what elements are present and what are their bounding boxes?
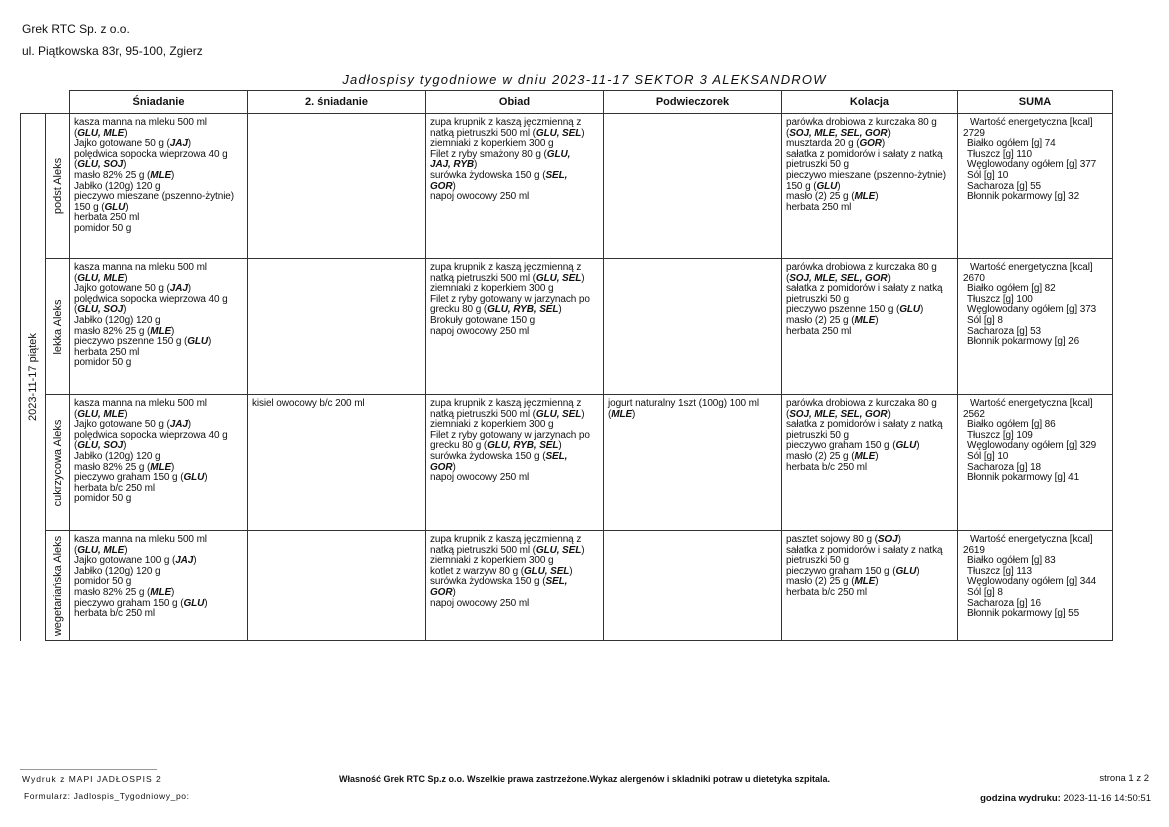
suma-energy-value: 2619 — [963, 544, 985, 556]
menu-line: ziemniaki z koperkiem 300 g — [430, 419, 554, 431]
suma-energy-label: Wartość energetyczna [kcal] — [970, 398, 1093, 409]
suma-fiber: Błonnik pokarmowy [g] 41 — [967, 472, 1080, 484]
menu-line: zupa krupnik z kaszą jęczmienną z — [430, 398, 582, 409]
menu-line: pasztet sojowy 80 g (SOJ) — [786, 534, 901, 545]
menu-line: pieczywo graham 150 g (GLU) — [786, 440, 920, 452]
drugie-sniadanie-cell — [248, 114, 426, 259]
menu-line: pieczywo graham 150 g (GLU) — [74, 597, 208, 609]
suma-sucrose: Sacharoza [g] 16 — [967, 597, 1042, 609]
podwieczorek-cell — [604, 114, 782, 259]
menu-line: masło 82% 25 g (MLE) — [74, 461, 175, 473]
menu-line: Jajko gotowane 100 g (JAJ) — [74, 555, 197, 567]
menu-line: pietruszki 50 g — [786, 159, 849, 171]
column-header-kolacja: Kolacja — [782, 91, 958, 114]
header-spacer — [46, 91, 70, 114]
menu-line: (GLU, MLE) — [74, 408, 128, 420]
menu-line: Brokuły gotowane 150 g — [430, 314, 536, 326]
menu-line: sałatka z pomidorów i sałaty z natką — [786, 283, 943, 295]
table-header-row — [21, 91, 1113, 114]
table-row — [21, 259, 1113, 395]
menu-line: Jabłko (120g) 120 g — [74, 180, 161, 192]
suma-carbs: Węglowodany ogółem [g] 377 — [967, 159, 1097, 171]
menu-line: (GLU, MLE) — [74, 272, 128, 284]
menu-line: herbata 250 ml — [74, 346, 140, 358]
suma-protein: Białko ogółem [g] 82 — [967, 283, 1056, 295]
menu-line: masło 82% 25 g (MLE) — [74, 169, 175, 181]
menu-line: pomidor 50 g — [74, 493, 132, 505]
menu-line: Filet z ryby smażony 80 g (GLU, — [430, 148, 571, 160]
drugie-sniadanie-cell — [248, 531, 426, 641]
menu-line: herbata 250 ml — [786, 201, 852, 213]
menu-line: natką pietruszki 500 ml (GLU, SEL) — [430, 127, 585, 139]
menu-line: natką pietruszki 500 ml (GLU, SEL) — [430, 408, 585, 420]
diet-cell — [46, 531, 70, 641]
menu-line: surówka żydowska 150 g (SEL, — [430, 169, 568, 181]
suma-fat: Tłuszcz [g] 110 — [967, 148, 1033, 160]
menu-line: grecku 80 g (GLU, RYB, SEL) — [430, 304, 562, 316]
menu-line: masło 82% 25 g (MLE) — [74, 586, 175, 598]
menu-line: (GLU, MLE) — [74, 127, 128, 139]
suma-cell — [958, 395, 1113, 531]
obiad-cell — [426, 395, 604, 531]
suma-salt: Sól [g] 10 — [967, 450, 1009, 462]
suma-cell — [958, 531, 1113, 641]
suma-fiber: Błonnik pokarmowy [g] 26 — [967, 336, 1080, 348]
date-label: 2023-11-17 piątek — [27, 333, 39, 422]
menu-line: pietruszki 50 g — [786, 555, 849, 567]
drugie-sniadanie-cell — [248, 259, 426, 395]
kolacja-cell — [782, 395, 958, 531]
menu-line: pieczywo graham 150 g (GLU) — [74, 472, 208, 484]
suma-carbs: Węglowodany ogółem [g] 329 — [967, 440, 1097, 452]
menu-line: kasza manna na mleku 500 ml — [74, 117, 207, 128]
suma-protein: Białko ogółem [g] 83 — [967, 555, 1056, 567]
menu-line: zupa krupnik z kaszą jęczmienną z — [430, 534, 582, 545]
suma-protein: Białko ogółem [g] 74 — [967, 138, 1056, 150]
menu-line: ziemniaki z koperkiem 300 g — [430, 283, 554, 295]
menu-line: herbata b/c 250 ml — [786, 586, 868, 598]
menu-line: masło 82% 25 g (MLE) — [74, 325, 175, 337]
menu-line: pomidor 50 g — [74, 357, 132, 369]
diet-label: lekka Aleks — [51, 298, 64, 355]
menu-line: musztarda 20 g (GOR) — [786, 138, 886, 150]
suma-energy-label: Wartość energetyczna [kcal] — [970, 262, 1093, 273]
menu-line: Jajko gotowane 50 g (JAJ) — [74, 283, 192, 295]
menu-line: (GLU, MLE) — [74, 544, 128, 556]
menu-line: kasza manna na mleku 500 ml — [74, 534, 207, 545]
menu-line: kisiel owocowy b/c 200 ml — [252, 398, 365, 409]
menu-line: (GLU, SOJ) — [74, 159, 127, 171]
menu-line: pieczywo mieszane (pszenno-żytnie) — [786, 169, 947, 181]
menu-line: pomidor 50 g — [74, 222, 132, 234]
diet-cell — [46, 114, 70, 259]
footer-print-time — [980, 793, 1151, 804]
menu-line: grecku 80 g (GLU, RYB, SEL) — [430, 440, 562, 452]
menu-line: (MLE) — [608, 408, 636, 420]
menu-line: 150 g (GLU) — [74, 201, 129, 213]
menu-line: kasza manna na mleku 500 ml — [74, 262, 207, 273]
print-time-label: godzina wydruku: — [980, 793, 1061, 804]
menu-line: natką pietruszki 500 ml (GLU, SEL) — [430, 272, 585, 284]
menu-line: Jabłko (120g) 120 g — [74, 314, 161, 326]
suma-sucrose: Sacharoza [g] 55 — [967, 180, 1042, 192]
sniadanie-cell — [70, 259, 248, 395]
suma-carbs: Węglowodany ogółem [g] 373 — [967, 304, 1097, 316]
menu-line: herbata b/c 250 ml — [786, 461, 868, 473]
document-title: Jadłospisy tygodniowe w dniu 2023-11-17 SEKTOR 3 ALEKSANDROW — [342, 72, 827, 87]
column-header-obiad: Obiad — [426, 91, 604, 114]
menu-line: (GLU, SOJ) — [74, 304, 127, 316]
suma-fat: Tłuszcz [g] 113 — [967, 565, 1033, 577]
menu-line: kotlet z warzyw 80 g (GLU, SEL) — [430, 565, 573, 577]
menu-line: zupa krupnik z kaszą jęczmienną z — [430, 117, 582, 128]
menu-line: pietruszki 50 g — [786, 293, 849, 305]
kolacja-cell — [782, 531, 958, 641]
menu-line: parówka drobiowa z kurczaka 80 g — [786, 117, 937, 128]
menu-line: sałatka z pomidorów i sałaty z natką — [786, 544, 943, 556]
menu-line: napoj owocowy 250 ml — [430, 191, 530, 203]
suma-energy-value: 2729 — [963, 127, 985, 139]
menu-line: surówka żydowska 150 g (SEL, — [430, 450, 568, 462]
menu-line: GOR) — [430, 180, 456, 192]
menu-line: napoj owocowy 250 ml — [430, 325, 530, 337]
menu-line: parówka drobiowa z kurczaka 80 g — [786, 398, 937, 409]
menu-line: napoj owocowy 250 ml — [430, 597, 530, 609]
suma-fiber: Błonnik pokarmowy [g] 32 — [967, 191, 1080, 203]
suma-protein: Białko ogółem [g] 86 — [967, 419, 1056, 431]
suma-salt: Sól [g] 8 — [967, 586, 1003, 598]
suma-sucrose: Sacharoza [g] 53 — [967, 325, 1042, 337]
menu-line: herbata 250 ml — [786, 325, 852, 337]
table-row — [21, 531, 1113, 641]
suma-energy-value: 2670 — [963, 272, 985, 284]
obiad-cell — [426, 259, 604, 395]
menu-line: polędwica sopocka wieprzowa 40 g — [74, 293, 228, 305]
menu-line: pieczywo graham 150 g (GLU) — [786, 565, 920, 577]
menu-line: GOR) — [430, 461, 456, 473]
sniadanie-cell — [70, 395, 248, 531]
menu-line: zupa krupnik z kaszą jęczmienną z — [430, 262, 582, 273]
suma-fiber: Błonnik pokarmowy [g] 55 — [967, 608, 1080, 620]
kolacja-cell — [782, 259, 958, 395]
suma-energy-value: 2562 — [963, 408, 985, 420]
menu-line: Filet z ryby gotowany w jarzynach po — [430, 293, 590, 305]
menu-line: sałatka z pomidorów i sałaty z natką — [786, 148, 943, 160]
suma-salt: Sól [g] 10 — [967, 169, 1009, 181]
menu-line: Jajko gotowane 50 g (JAJ) — [74, 419, 192, 431]
column-header-podwieczorek: Podwieczorek — [604, 91, 782, 114]
kolacja-cell — [782, 114, 958, 259]
footer-rule — [20, 769, 157, 770]
menu-line: masło (2) 25 g (MLE) — [786, 191, 879, 203]
header-spacer — [21, 91, 46, 114]
menu-line: surówka żydowska 150 g (SEL, — [430, 576, 568, 588]
diet-label: podst Aleks — [51, 157, 64, 215]
menu-line: pomidor 50 g — [74, 576, 132, 588]
menu-line: herbata b/c 250 ml — [74, 482, 156, 494]
sniadanie-cell — [70, 531, 248, 641]
podwieczorek-cell — [604, 259, 782, 395]
diet-cell — [46, 395, 70, 531]
footer-ownership-note: Własność Grek RTC Sp.z o.o. Wszelkie prawa zastrzeżone.Wykaz alergenów i skladniki potraw u dietetyka szpitala. — [339, 774, 830, 784]
obiad-cell — [426, 531, 604, 641]
menu-line: Jabłko (120g) 120 g — [74, 565, 161, 577]
menu-line: napoj owocowy 250 ml — [430, 472, 530, 484]
diet-cell — [46, 259, 70, 395]
menu-line: polędwica sopocka wieprzowa 40 g — [74, 429, 228, 441]
print-time-value: 2023-11-16 14:50:51 — [1063, 793, 1151, 804]
suma-energy-label: Wartość energetyczna [kcal] — [970, 117, 1093, 128]
menu-line: polędwica sopocka wieprzowa 40 g — [74, 148, 228, 160]
footer-page-number: strona 1 z 2 — [1099, 773, 1149, 784]
company-address: ul. Piątkowska 83r, 95-100, Zgierz — [22, 44, 203, 58]
menu-line: (SOJ, MLE, SEL, GOR) — [786, 408, 891, 420]
suma-cell — [958, 259, 1113, 395]
suma-energy-label: Wartość energetyczna [kcal] — [970, 534, 1093, 545]
menu-line: pieczywo mieszane (pszenno-żytnie) — [74, 191, 235, 203]
menu-line: pietruszki 50 g — [786, 429, 849, 441]
table-row — [21, 114, 1113, 259]
menu-line: (GLU, SOJ) — [74, 440, 127, 452]
menu-line: Jajko gotowane 50 g (JAJ) — [74, 138, 192, 150]
menu-line: sałatka z pomidorów i sałaty z natką — [786, 419, 943, 431]
menu-line: herbata 250 ml — [74, 212, 140, 224]
suma-fat: Tłuszcz [g] 109 — [967, 429, 1033, 441]
date-cell — [21, 114, 46, 641]
suma-cell — [958, 114, 1113, 259]
menu-line: Jabłko (120g) 120 g — [74, 450, 161, 462]
obiad-cell — [426, 114, 604, 259]
column-header-sniadanie: Śniadanie — [70, 91, 248, 114]
menu-line: GOR) — [430, 586, 456, 598]
menu-line: JAJ, RYB) — [430, 159, 478, 171]
diet-label: cukrzycowa Aleks — [51, 419, 64, 506]
podwieczorek-cell — [604, 531, 782, 641]
column-header-suma: SUMA — [958, 91, 1113, 114]
menu-line: Filet z ryby gotowany w jarzynach po — [430, 429, 590, 441]
suma-sucrose: Sacharoza [g] 18 — [967, 461, 1042, 473]
menu-line: natką pietruszki 500 ml (GLU, SEL) — [430, 544, 585, 556]
drugie-sniadanie-cell — [248, 395, 426, 531]
menu-line: ziemniaki z koperkiem 300 g — [430, 555, 554, 567]
menu-line: 150 g (GLU) — [786, 180, 841, 192]
footer-form-name: Formularz: Jadlospis_Tygodniowy_po: — [24, 791, 190, 801]
sniadanie-cell — [70, 114, 248, 259]
column-header-drugie-sniadanie: 2. śniadanie — [248, 91, 426, 114]
table-row — [21, 395, 1113, 531]
menu-line: parówka drobiowa z kurczaka 80 g — [786, 262, 937, 273]
company-name: Grek RTC Sp. z o.o. — [22, 22, 130, 36]
diet-label: wegetariańska Aleks — [51, 535, 64, 636]
menu-line: ziemniaki z koperkiem 300 g — [430, 138, 554, 150]
menu-line: pieczywo pszenne 150 g (GLU) — [786, 304, 924, 316]
suma-fat: Tłuszcz [g] 100 — [967, 293, 1033, 305]
menu-table — [20, 90, 1113, 641]
menu-line: kasza manna na mleku 500 ml — [74, 398, 207, 409]
menu-line: masło (2) 25 g (MLE) — [786, 576, 879, 588]
menu-line: (SOJ, MLE, SEL, GOR) — [786, 272, 891, 284]
menu-line: (SOJ, MLE, SEL, GOR) — [786, 127, 891, 139]
footer-print-source: Wydruk z MAPI JADŁOSPIS 2 — [22, 774, 162, 784]
menu-line: masło (2) 25 g (MLE) — [786, 450, 879, 462]
menu-line: pieczywo pszenne 150 g (GLU) — [74, 336, 212, 348]
podwieczorek-cell — [604, 395, 782, 531]
menu-line: jogurt naturalny 1szt (100g) 100 ml — [608, 398, 760, 409]
suma-salt: Sól [g] 8 — [967, 314, 1003, 326]
menu-line: masło (2) 25 g (MLE) — [786, 314, 879, 326]
menu-line: herbata b/c 250 ml — [74, 608, 156, 620]
suma-carbs: Węglowodany ogółem [g] 344 — [967, 576, 1097, 588]
